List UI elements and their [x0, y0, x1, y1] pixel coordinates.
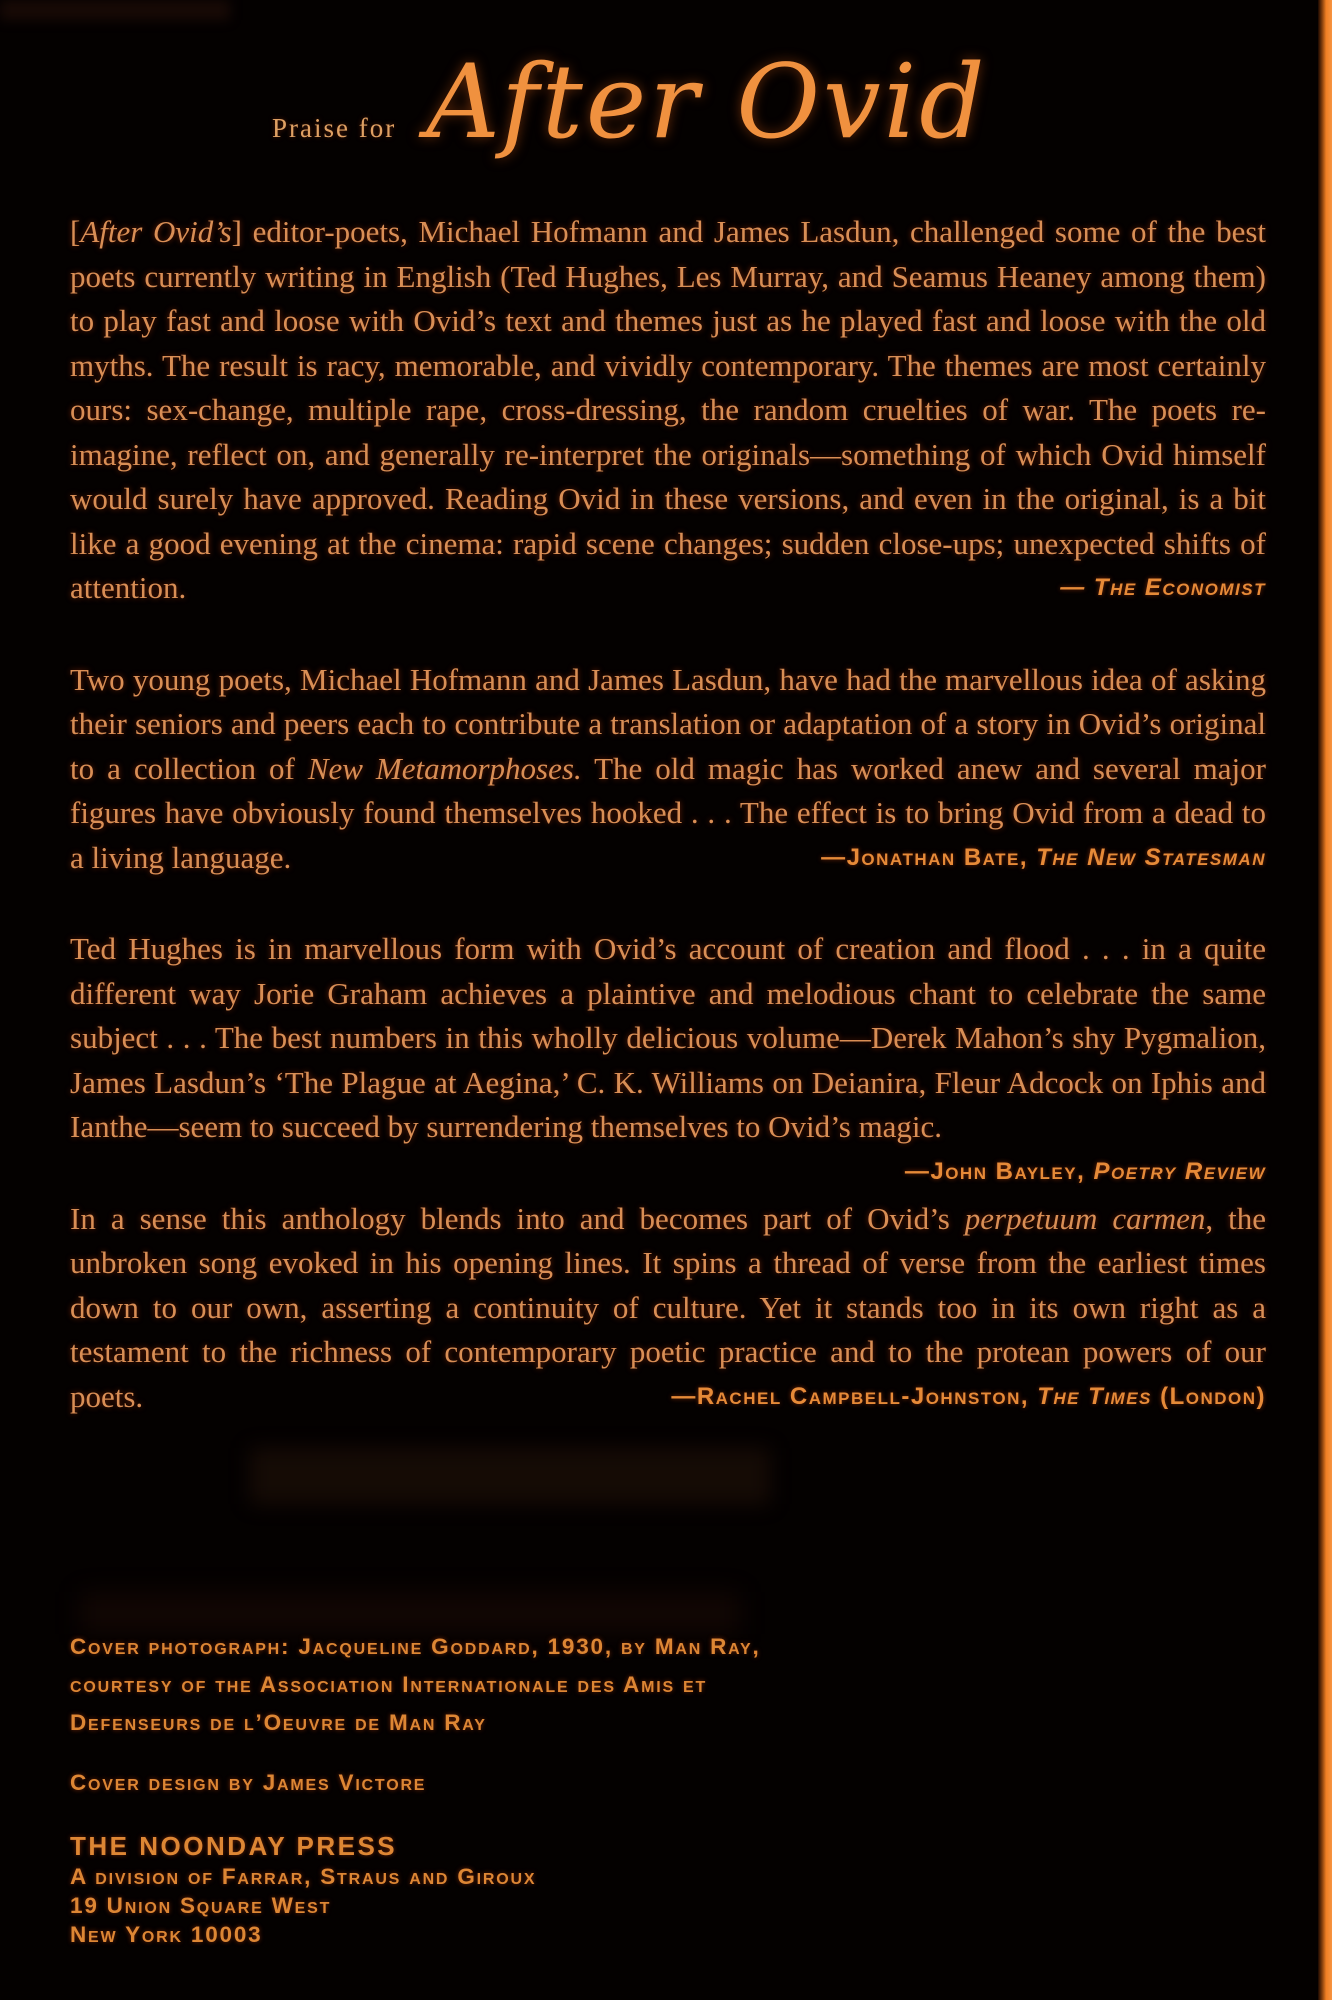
- attribution-segment: —Rachel Campbell-Johnston,: [671, 1382, 1038, 1410]
- cover-design-credit: Cover design by James Victore: [70, 1770, 427, 1795]
- header: [272, 43, 988, 162]
- attribution-segment: The Times: [1037, 1382, 1152, 1410]
- attribution-segment: —Jonathan Bate,: [821, 843, 1037, 871]
- attribution-segment: The New Statesman: [1036, 843, 1266, 871]
- quote-text-segment: Ted Hughes is in marvellous form with Ovid’s account of creation and flood . . . in a quite different way Jorie Graham achieves a plaintive and melodious chant to celebrate the same subject . . . The best numbers in this wholly delicious volume—Derek Mahon’s shy Pygmalion, James Lasdun’s ‘The Plague at Aegina,’ C. K. Williams on Deianira, Fleur Adcock on Iphis and Ianthe—seem to succeed by surrendering themselves to Ovid’s magic.: [70, 931, 1266, 1144]
- book-title: After Ovid: [426, 43, 988, 162]
- credits-block: [70, 1628, 761, 1949]
- publisher-address-street: 19 Union Square West: [70, 1893, 332, 1918]
- quote-attribution: [671, 1375, 1266, 1420]
- quote-text-segment: In a sense this anthology blends into and becomes part of Ovid’s: [70, 1200, 965, 1236]
- cover-photograph-credit: [70, 1628, 761, 1742]
- scan-artifact: [0, 0, 230, 20]
- attribution-segment: — The Economist: [1060, 574, 1266, 601]
- quote-text-segment: , the unbroken song evoked in his opening lines. It spins a thread of verse from the earliest times down to our own, asserting a continuity of culture. Yet it stands too in its own right as a testament to the richness of contemporary poetic practice and to the protean powers of our poets.: [70, 1200, 1266, 1414]
- review-quotes: [70, 210, 1266, 1466]
- quote-attribution: [1060, 566, 1266, 611]
- review-quote-times: [70, 1197, 1266, 1420]
- review-quote-economist: [70, 210, 1266, 611]
- attribution-segment: (London): [1151, 1382, 1266, 1410]
- attribution-segment: Poetry Review: [1093, 1157, 1266, 1185]
- review-quote-poetry-review: [70, 927, 1266, 1185]
- credit-line: Cover photograph: Jacqueline Goddard, 1930, by Man Ray,: [70, 1634, 761, 1659]
- review-quote-new-statesman: [70, 658, 1266, 881]
- publisher-division: A division of Farrar, Straus and Giroux: [70, 1864, 537, 1889]
- credit-line: Defenseurs de l’Oeuvre de Man Ray: [70, 1710, 487, 1735]
- spine-edge-stripe: [1318, 0, 1332, 2000]
- quote-text-segment: ] editor-poets, Michael Hofmann and James Lasdun, challenged some of the best poets currently writing in English (Ted Hughes, Les Murray, and Seamus Heaney among them) to play fast and loose with Ovid’s text and themes just as he played fast and loose with the old myths. The result is racy, memorable, and vividly contemporary. The themes are most certainly ours: sex-change, multiple rape, cross-dressing, the random cruelties of war. The poets re-imagine, reflect on, and generally re-interpret the originals—something of which Ovid himself would surely have approved. Reading Ovid in these versions, and even in the original, is a bit like a good evening at the cinema: rapid scene changes; sudden close-ups; unexpected shifts of attention.: [70, 214, 1267, 605]
- publisher-address-city: New York 10003: [70, 1922, 263, 1947]
- quote-attribution: [905, 1150, 1266, 1195]
- publisher-block: [70, 1830, 761, 1949]
- quote-text-segment: New Metamorphoses.: [307, 750, 582, 786]
- quote-text-segment: [: [70, 214, 81, 249]
- attribution-segment: —John Bayley,: [904, 1157, 1094, 1185]
- praise-for-label: Praise for: [272, 113, 397, 143]
- quote-text-segment: After Ovid’s: [80, 214, 232, 249]
- quote-attribution: [821, 836, 1266, 881]
- quote-text-segment: The old magic has worked anew and several major figures have obviously found themselves hooked . . . The effect is to bring Ovid from a dead to a living language.: [70, 750, 1266, 875]
- quote-text-segment: Two young poets, Michael Hofmann and James Lasdun, have had the marvellous idea of asking their seniors and peers each to contribute a translation or adaptation of a story in Ovid’s original to a collection of: [70, 661, 1266, 786]
- quote-text-segment: perpetuum carmen: [964, 1200, 1206, 1236]
- credit-line: courtesy of the Association Internationale des Amis et: [70, 1672, 708, 1697]
- publisher-name: THE NOONDAY PRESS: [70, 1831, 398, 1861]
